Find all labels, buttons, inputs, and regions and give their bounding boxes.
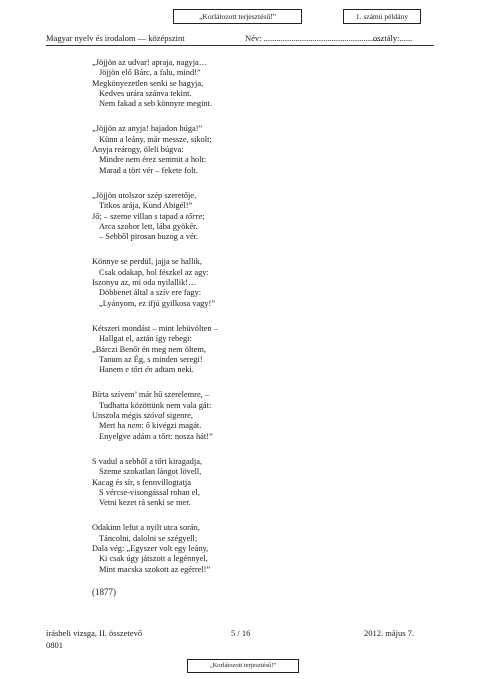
header-subject: Magyar nyelv és irodalom — középszint bbox=[46, 33, 185, 43]
poem-line: Kacag és sír, s fennvillogtatja bbox=[92, 477, 191, 487]
header-divider bbox=[46, 45, 434, 46]
poem-line: Vetni kezet rá senki se mer. bbox=[99, 498, 191, 508]
poem-line: Könnye se perdül, jajja se hallik, bbox=[92, 257, 203, 267]
poem-stanza bbox=[92, 324, 432, 375]
footer-restricted-box bbox=[187, 659, 299, 673]
footer-code: 0801 bbox=[46, 640, 63, 650]
poem-line: „Jöjjön utolszor szép szeretője, bbox=[92, 190, 197, 200]
poem-line: Marad a tört vér – fekete folt. bbox=[99, 165, 198, 175]
footer-date: 2012. május 7. bbox=[364, 628, 415, 638]
poem-line: Titkos arája, Kund Abigél!” bbox=[99, 201, 193, 211]
poem-line: Szeme szokatlan lángot lövell, bbox=[99, 467, 202, 477]
poem-line: S vadul a sebből a tőrt kiragadja, bbox=[92, 456, 203, 466]
poem-stanza bbox=[92, 523, 432, 574]
poem-line: Künn a leány, már messze, sikolt; bbox=[99, 134, 212, 144]
header-name-field: Név: ........................................................ bbox=[245, 33, 383, 43]
poem-line: Hanem e tőrt én adtam neki. bbox=[99, 365, 194, 375]
poem-year: (1877) bbox=[92, 587, 116, 597]
poem-text bbox=[92, 58, 432, 590]
poem-line: Bírta szívem’ már hű szerelemre, – bbox=[92, 390, 210, 400]
poem-line: „Lyányom, ez ifjú gyilkosa vagy!” bbox=[99, 298, 216, 308]
poem-line: Csak odakap, hol fészkel az agy: bbox=[99, 267, 209, 277]
poem-line: Tanum az Ég, s minden seregi! bbox=[99, 354, 203, 364]
poem-line: „Jöjjön az udvar! apraja, nagyja… bbox=[92, 58, 208, 67]
footer-page-number: 5 / 16 bbox=[231, 628, 251, 638]
restricted-distribution-label: „Korlátozott terjesztésű!” bbox=[199, 11, 276, 21]
poem-line: Megkönyezetlen senki se hagyja, bbox=[92, 78, 204, 88]
poem-line: Ki csak úgy játszott a legénnyel, bbox=[99, 554, 208, 564]
poem-stanza bbox=[92, 124, 432, 175]
poem-line: Kedves urára szánva tekint. bbox=[99, 88, 192, 98]
poem-line: Arca szobor lett, lába gyökér. bbox=[99, 221, 198, 231]
poem-stanza bbox=[92, 390, 432, 441]
poem-stanza bbox=[92, 457, 432, 508]
poem-line: Jő; – szeme villan s tapad a tőrre; bbox=[92, 211, 205, 221]
poem-line: Mindre nem érez semmit a holt: bbox=[99, 155, 207, 165]
poem-line: Odakinn lefut a nyilt utca során, bbox=[92, 523, 200, 533]
poem-line: Anyja reárogy, öleli búgva: bbox=[92, 145, 184, 155]
poem-line: Döbbenet által a szív ere fagy: bbox=[99, 288, 202, 298]
poem-line: „Jöjjön az anyja! hajadon húga!” bbox=[92, 124, 203, 134]
poem-line: Mert ha nem: ő kivégzi magát. bbox=[99, 421, 202, 431]
poem-line: – Sebből pirosan buzog a vér. bbox=[99, 232, 199, 242]
poem-line: „Bárczi Benőt én meg nem öltem, bbox=[92, 344, 206, 354]
copy-number-label: 1. számú példány bbox=[355, 11, 409, 21]
poem-line: Tudhatta közöttünk nem vala gát: bbox=[99, 400, 212, 410]
poem-line: S vércse-visongással rohan el, bbox=[99, 487, 200, 497]
poem-line: Iszonyu az, mi oda nyilallik!… bbox=[92, 278, 197, 288]
poem-line: Kétszeri mondást – mint lebüvölten – bbox=[92, 323, 218, 333]
poem-line: Enyelgve adám a tőrt: nosza hát!” bbox=[99, 431, 213, 441]
poem-stanza bbox=[92, 257, 432, 308]
footer-restricted-label: „Korlátozott terjesztésű!” bbox=[209, 661, 277, 669]
poem-line: Dala vég: „Egyszer volt egy leány, bbox=[92, 543, 209, 553]
poem-line: Hallgat el, aztán így rebegi: bbox=[99, 334, 192, 344]
copy-number-box bbox=[343, 9, 421, 24]
poem-line: Mint macska szokott az egérrel!” bbox=[99, 564, 211, 574]
poem-stanza bbox=[92, 191, 432, 242]
poem-line: Unszola mégis szóval sigenre, bbox=[92, 411, 193, 421]
poem-line: Jöjjön elő Bárc, a falu, mind!” bbox=[99, 68, 201, 78]
restricted-distribution-box bbox=[173, 9, 302, 24]
poem-stanza bbox=[92, 58, 432, 109]
poem-line: Táncolni, dalolni se szégyell; bbox=[99, 533, 198, 543]
header-class-field: osztály:...... bbox=[373, 33, 413, 43]
footer-exam-label: írásbeli vizsga, II. összetevő bbox=[46, 628, 143, 638]
poem-line: Nem fakad a seb könnyre megint. bbox=[99, 99, 213, 109]
